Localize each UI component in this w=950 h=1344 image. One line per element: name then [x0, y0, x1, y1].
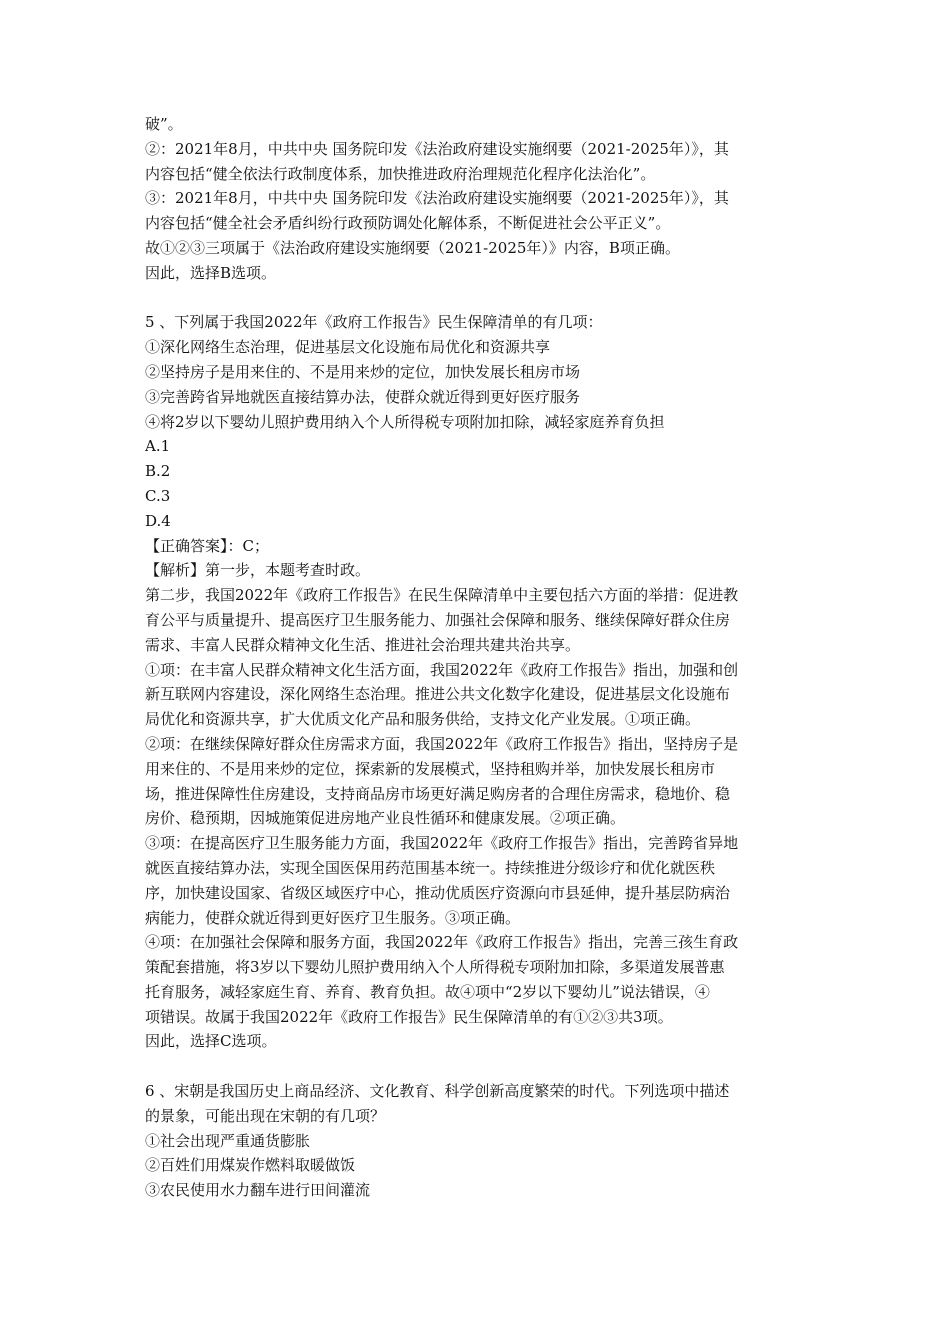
q6-line: ①社会出现严重通货膨胀: [145, 1131, 311, 1150]
q6-line: 的景象，可能出现在宋朝的有几项？: [145, 1106, 386, 1125]
q5-line: 就医直接结算办法，实现全国医保用药范围基本统一。持续推进分级诊疗和优化就医秩: [145, 858, 716, 877]
q5-line: 育公平与质量提升、提高医疗卫生服务能力、加强社会保障和服务、继续保障好群众住房: [145, 610, 731, 629]
q4-line: ②：2021年8月，中共中央 国务院印发《法治政府建设实施纲要（2021-2025年）》，其: [145, 139, 729, 158]
q5-line: ①深化网络生态治理，促进基层文化设施布局优化和资源共享: [145, 338, 551, 357]
q5-line: 局优化和资源共享，扩大优质文化产品和服务供给，支持文化产业发展。①项正确。: [145, 710, 701, 729]
q5-line: B.2: [145, 462, 171, 481]
document-page: [145, 112, 810, 1203]
q5-line: 5 、下列属于我国2022年《政府工作报告》民生保障清单的有几项：: [145, 313, 603, 332]
question-6-block: [145, 1079, 810, 1203]
section-gap: [145, 1054, 810, 1079]
q5-line: 因此，选择C选项。: [145, 1032, 277, 1051]
q5-line: ④将2岁以下婴幼儿照护费用纳入个人所得税专项附加扣除，减轻家庭养育负担: [145, 412, 665, 431]
q4-line: 内容包括“健全依法行政制度体系，加快推进政府治理规范化程序化法治化”。: [145, 164, 656, 183]
q4-line: 内容包括“健全社会矛盾纠纷行政预防调处化解体系，不断促进社会公平正义”。: [145, 214, 671, 233]
q4-line: 因此，选择B选项。: [145, 263, 277, 282]
q4-line: ③：2021年8月，中共中央 国务院印发《法治政府建设实施纲要（2021-2025年）》，其: [145, 189, 729, 208]
q5-line: ②坚持房子是用来住的、不是用来炒的定位，加快发展长租房市场: [145, 362, 581, 381]
q5-line: ①项：在丰富人民群众精神文化生活方面，我国2022年《政府工作报告》指出，加强和创: [145, 660, 739, 679]
q4-line: 破”。: [145, 115, 183, 133]
q5-line: C.3: [145, 486, 171, 505]
q6-line: ③农民使用水力翻车进行田间灌流: [145, 1181, 371, 1200]
q6-line: 6 、宋朝是我国历史上商品经济、文化教育、科学创新高度繁荣的时代。下列选项中描述: [145, 1082, 730, 1101]
q5-line: 序，加快建设国家、省级区域医疗中心，推动优质医疗资源向市县延伸，提升基层防病治: [145, 883, 731, 902]
q5-line: 需求、丰富人民群众精神文化生活、推进社会治理共建共治共享。: [145, 635, 581, 654]
q4-line: 故①②③三项属于《法治政府建设实施纲要（2021-2025年）》内容，B项正确。: [145, 238, 680, 257]
q6-line: ②百姓们用煤炭作燃料取暖做饭: [145, 1156, 356, 1175]
q5-line: 【正确答案】：C；: [145, 536, 269, 555]
q5-line: ④项：在加强社会保障和服务方面，我国2022年《政府工作报告》指出，完善三孩生育政: [145, 933, 739, 952]
q5-line: 【解析】第一步，本题考查时政。: [145, 561, 371, 580]
q5-line: D.4: [145, 511, 171, 530]
q5-line: 托育服务，减轻家庭生育、养育、教育负担。故④项中“2岁以下婴幼儿”说法错误，④: [145, 982, 710, 1001]
q5-line: 项错误。故属于我国2022年《政府工作报告》民生保障清单的有①②③共3项。: [145, 1007, 673, 1026]
question-4-explanation-tail: [145, 112, 810, 286]
q5-line: ②项：在继续保障好群众住房需求方面，我国2022年《政府工作报告》指出，坚持房子是: [145, 734, 739, 753]
q5-line: 新互联网内容建设，深化网络生态治理。推进公共文化数字化建设，促进基层文化设施布: [145, 685, 731, 704]
q5-line: A.1: [145, 437, 171, 456]
q5-line: 场，推进保障性住房建设，支持商品房市场更好满足购房者的合理住房需求，稳地价、稳: [145, 784, 731, 803]
q5-line: 病能力，使群众就近得到更好医疗卫生服务。③项正确。: [145, 908, 521, 927]
q5-line: 用来住的、不是用来炒的定位，探索新的发展模式，坚持租购并举，加快发展长租房市: [145, 759, 716, 778]
q5-line: 策配套措施，将3岁以下婴幼儿照护费用纳入个人所得税专项附加扣除，多渠道发展普惠: [145, 958, 725, 977]
question-5-block: [145, 310, 810, 1054]
section-gap: [145, 286, 810, 311]
q5-line: ③完善跨省异地就医直接结算办法，使群众就近得到更好医疗服务: [145, 387, 581, 406]
q5-line: 房价、稳预期，因城施策促进房地产业良性循环和健康发展。②项正确。: [145, 809, 626, 828]
q5-line: 第二步，我国2022年《政府工作报告》在民生保障清单中主要包括六方面的举措：促进教: [145, 586, 739, 605]
q5-line: ③项：在提高医疗卫生服务能力方面，我国2022年《政府工作报告》指出，完善跨省异地: [145, 834, 739, 853]
